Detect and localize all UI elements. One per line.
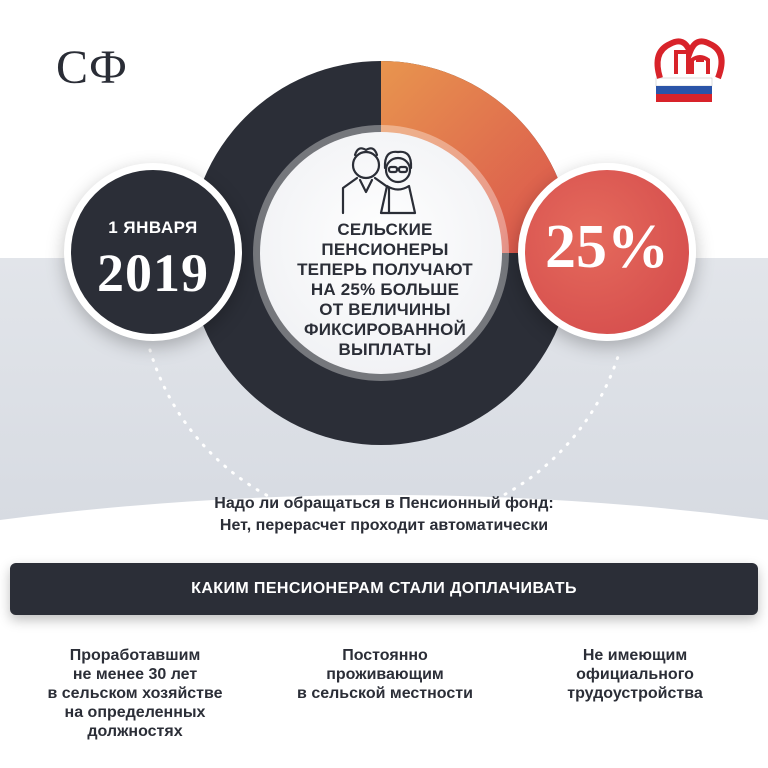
date-label: 1 ЯНВАРЯ	[108, 218, 198, 237]
center-line: СЕЛЬСКИЕ	[337, 220, 433, 239]
center-line: ТЕПЕРЬ ПОЛУЧАЮТ	[297, 260, 473, 279]
percent-badge	[518, 163, 696, 341]
criteria-column-1	[30, 646, 240, 741]
criteria-line: в сельском хозяйстве	[47, 685, 223, 702]
center-line: ПЕНСИОНЕРЫ	[321, 240, 449, 259]
criteria-line: проживающим	[326, 666, 444, 683]
center-line: ВЫПЛАТЫ	[338, 340, 432, 359]
criteria-line: должностях	[87, 723, 183, 740]
section-banner: КАКИМ ПЕНСИОНЕРАМ СТАЛИ ДОПЛАЧИВАТЬ	[10, 563, 758, 615]
center-line: ФИКСИРОВАННОЙ	[303, 320, 467, 339]
center-line: НА 25% БОЛЬШЕ	[310, 280, 460, 299]
sf-logo: СФ	[56, 41, 128, 94]
center-description	[255, 220, 515, 360]
criteria-line: Постоянно	[342, 647, 428, 664]
question-line: Надо ли обращаться в Пенсионный фонд:	[214, 495, 554, 512]
criteria-line: Не имеющим	[582, 647, 688, 664]
criteria-line: Проработавшим	[69, 647, 201, 664]
year-label: 2019	[97, 243, 209, 303]
pfr-logo-icon	[656, 41, 722, 102]
criteria-column-3	[530, 646, 740, 703]
answer-line: Нет, перерасчет проходит автоматически	[219, 517, 549, 534]
question-block	[0, 493, 768, 537]
criteria-line: в сельской местности	[297, 685, 473, 702]
date-badge	[64, 163, 242, 341]
criteria-line: на определенных	[64, 704, 206, 721]
criteria-line: не менее 30 лет	[72, 666, 198, 683]
criteria-line: трудоустройства	[567, 685, 703, 702]
criteria-column-2	[280, 646, 490, 703]
criteria-line: официального	[576, 666, 694, 683]
center-line: ОТ ВЕЛИЧИНЫ	[319, 300, 451, 319]
percent-value: 25%	[545, 213, 669, 281]
